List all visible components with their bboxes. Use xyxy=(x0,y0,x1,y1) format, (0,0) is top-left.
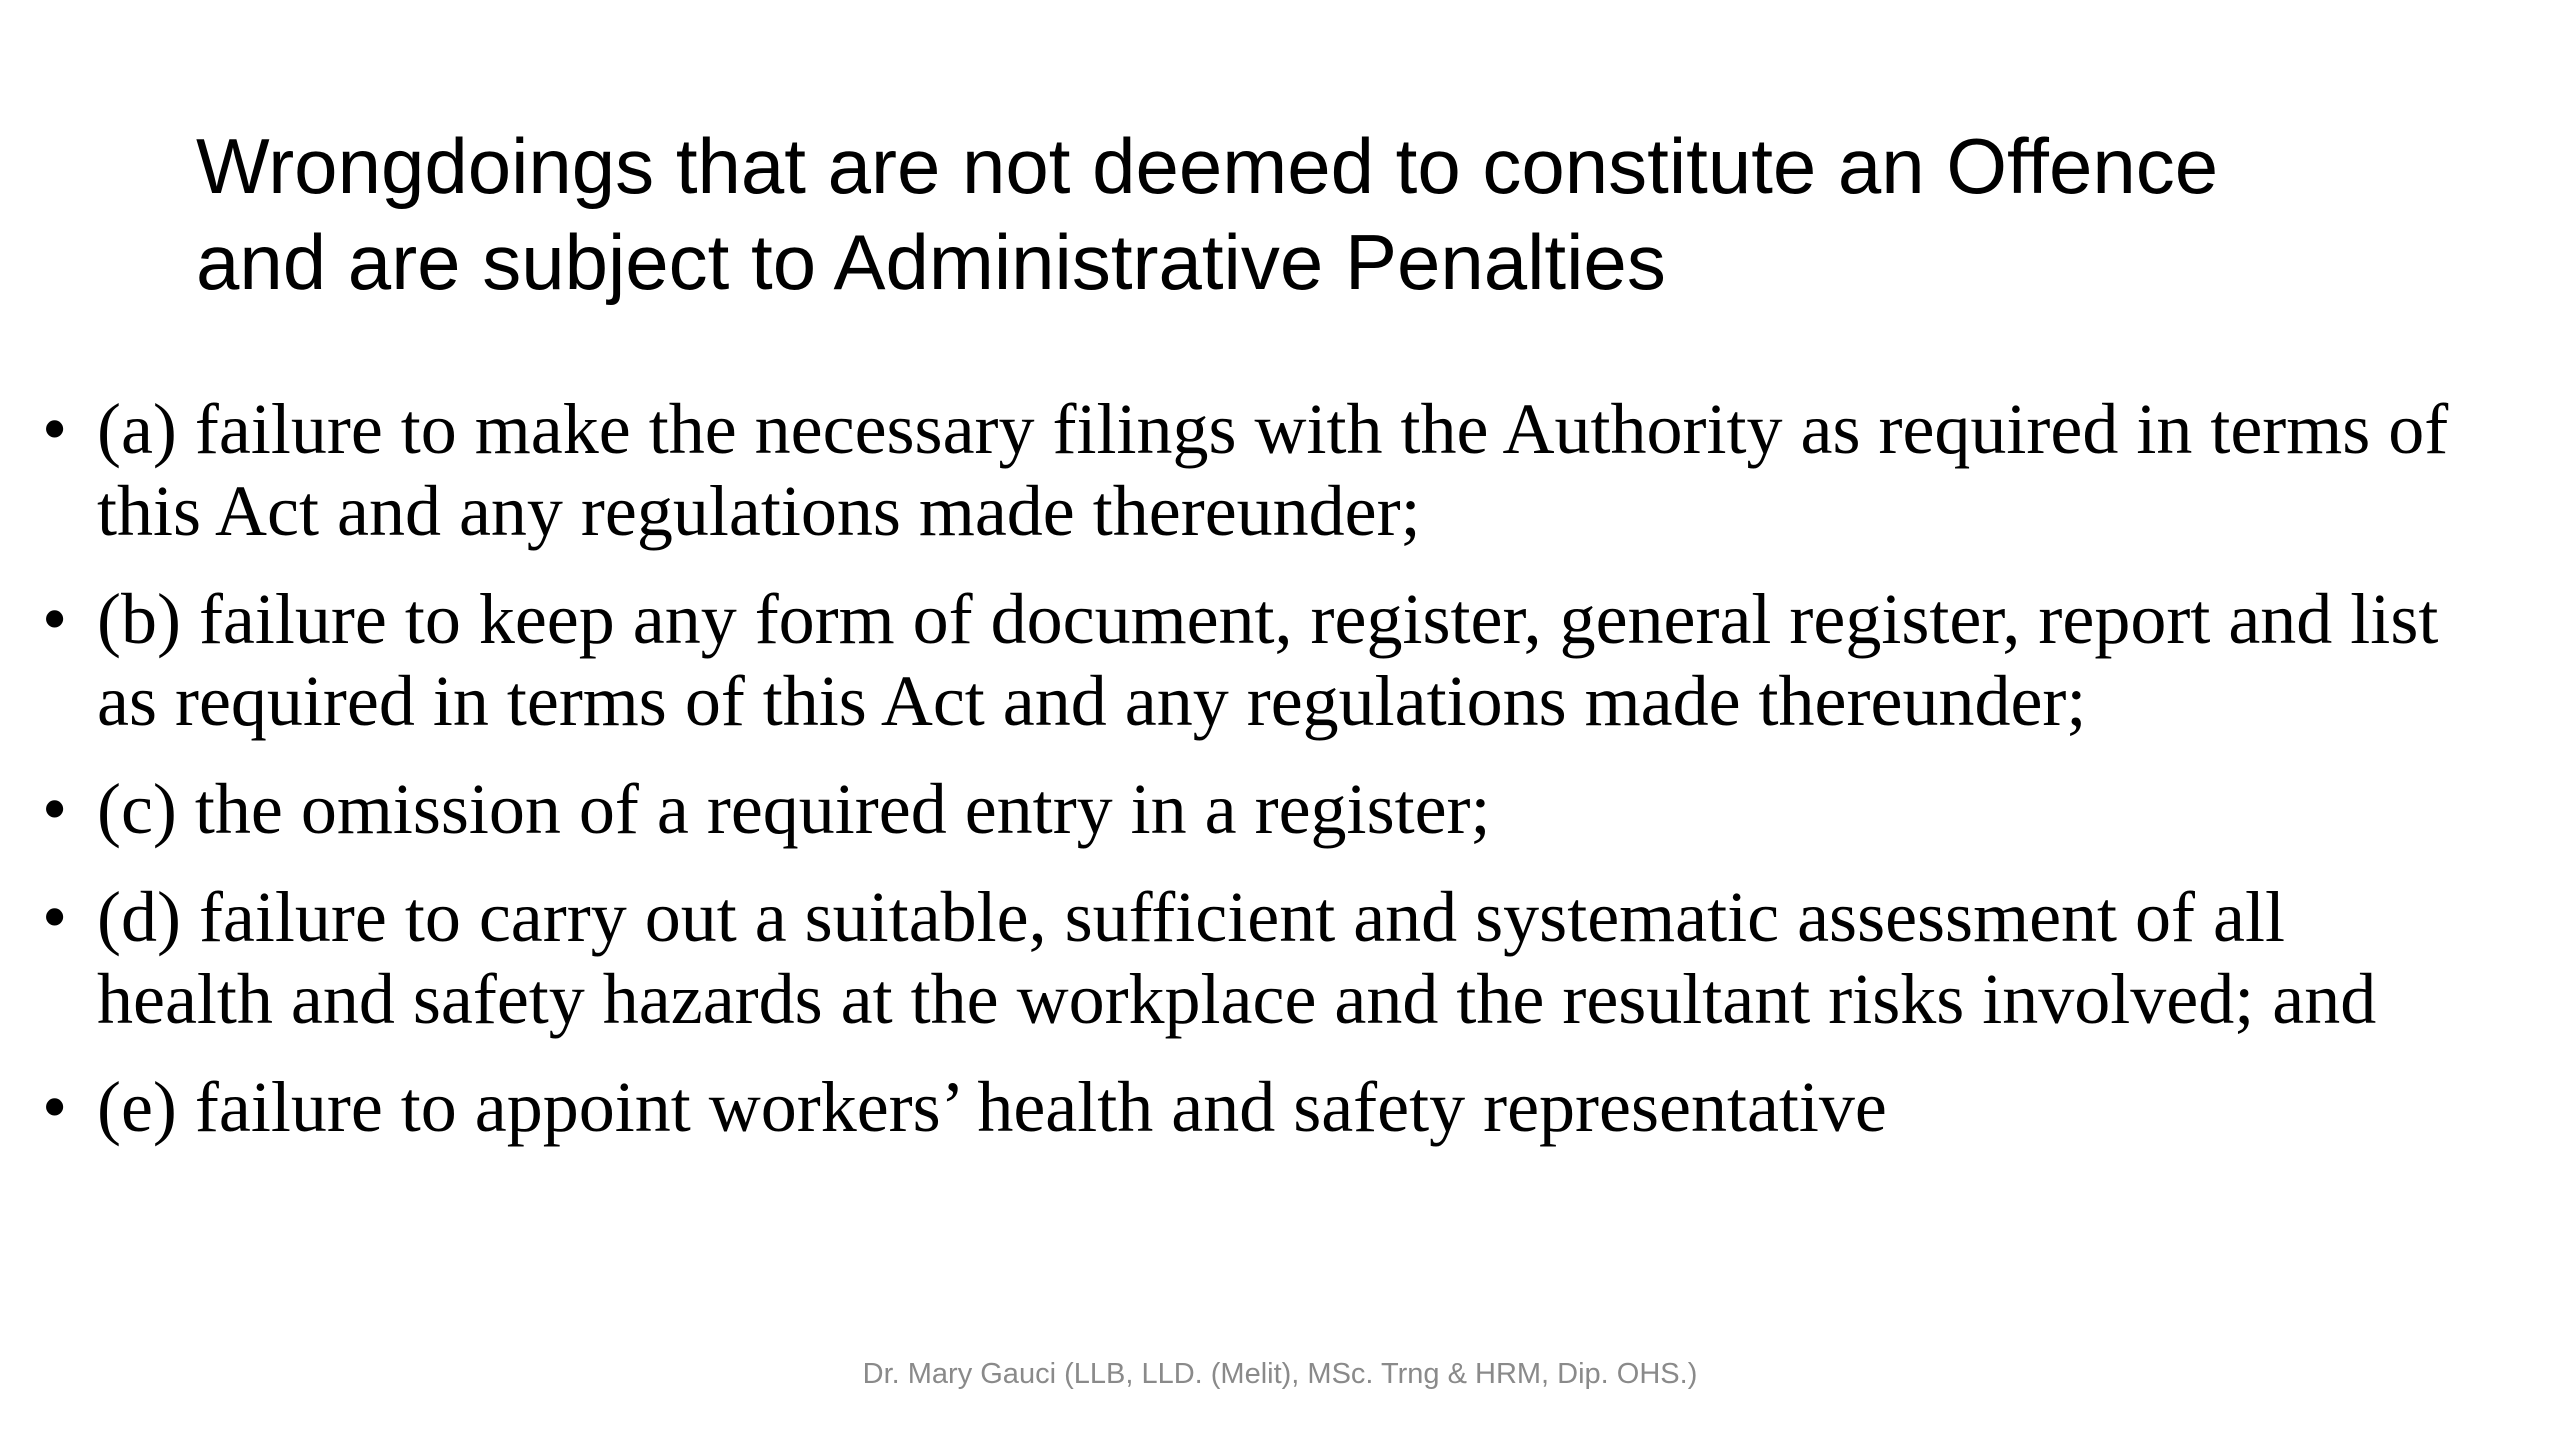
bullet-text-d: (d) failure to carry out a suitable, sufficient and systematic assessment of all health and safety hazards at the workplace and the resultant risks involved; and xyxy=(97,877,2377,1039)
bullet-text-e: (e) failure to appoint workers’ health and safety representative xyxy=(97,1067,1887,1147)
bullet-item-b xyxy=(42,578,2462,742)
bullet-dot-icon: • xyxy=(42,769,68,849)
bullet-item-c xyxy=(42,768,2462,850)
slide-title-line-1: Wrongdoings that are not deemed to constitute an Offence xyxy=(196,122,2219,210)
bullet-dot-icon: • xyxy=(42,389,68,469)
bullet-text-c: (c) the omission of a required entry in a register; xyxy=(97,769,1491,849)
slide-title xyxy=(196,118,2456,310)
bullet-list xyxy=(42,388,2462,1174)
slide-footer: Dr. Mary Gauci (LLB, LLD. (Melit), MSc. Trng & HRM, Dip. OHS.) xyxy=(862,1358,1698,1390)
bullet-item-e xyxy=(42,1066,2462,1148)
slide-title-line-2: and are subject to Administrative Penalties xyxy=(196,218,1666,306)
bullet-dot-icon: • xyxy=(42,579,68,659)
bullet-dot-icon: • xyxy=(42,877,68,957)
bullet-item-d xyxy=(42,876,2462,1040)
bullet-text-b: (b) failure to keep any form of document, register, general register, report and list as required in terms of this Act and any regulations made thereunder; xyxy=(97,579,2439,741)
bullet-item-a xyxy=(42,388,2462,552)
bullet-dot-icon: • xyxy=(42,1067,68,1147)
bullet-text-a: (a) failure to make the necessary filings with the Authority as required in terms of this Act and any regulations made thereunder; xyxy=(97,389,2449,551)
